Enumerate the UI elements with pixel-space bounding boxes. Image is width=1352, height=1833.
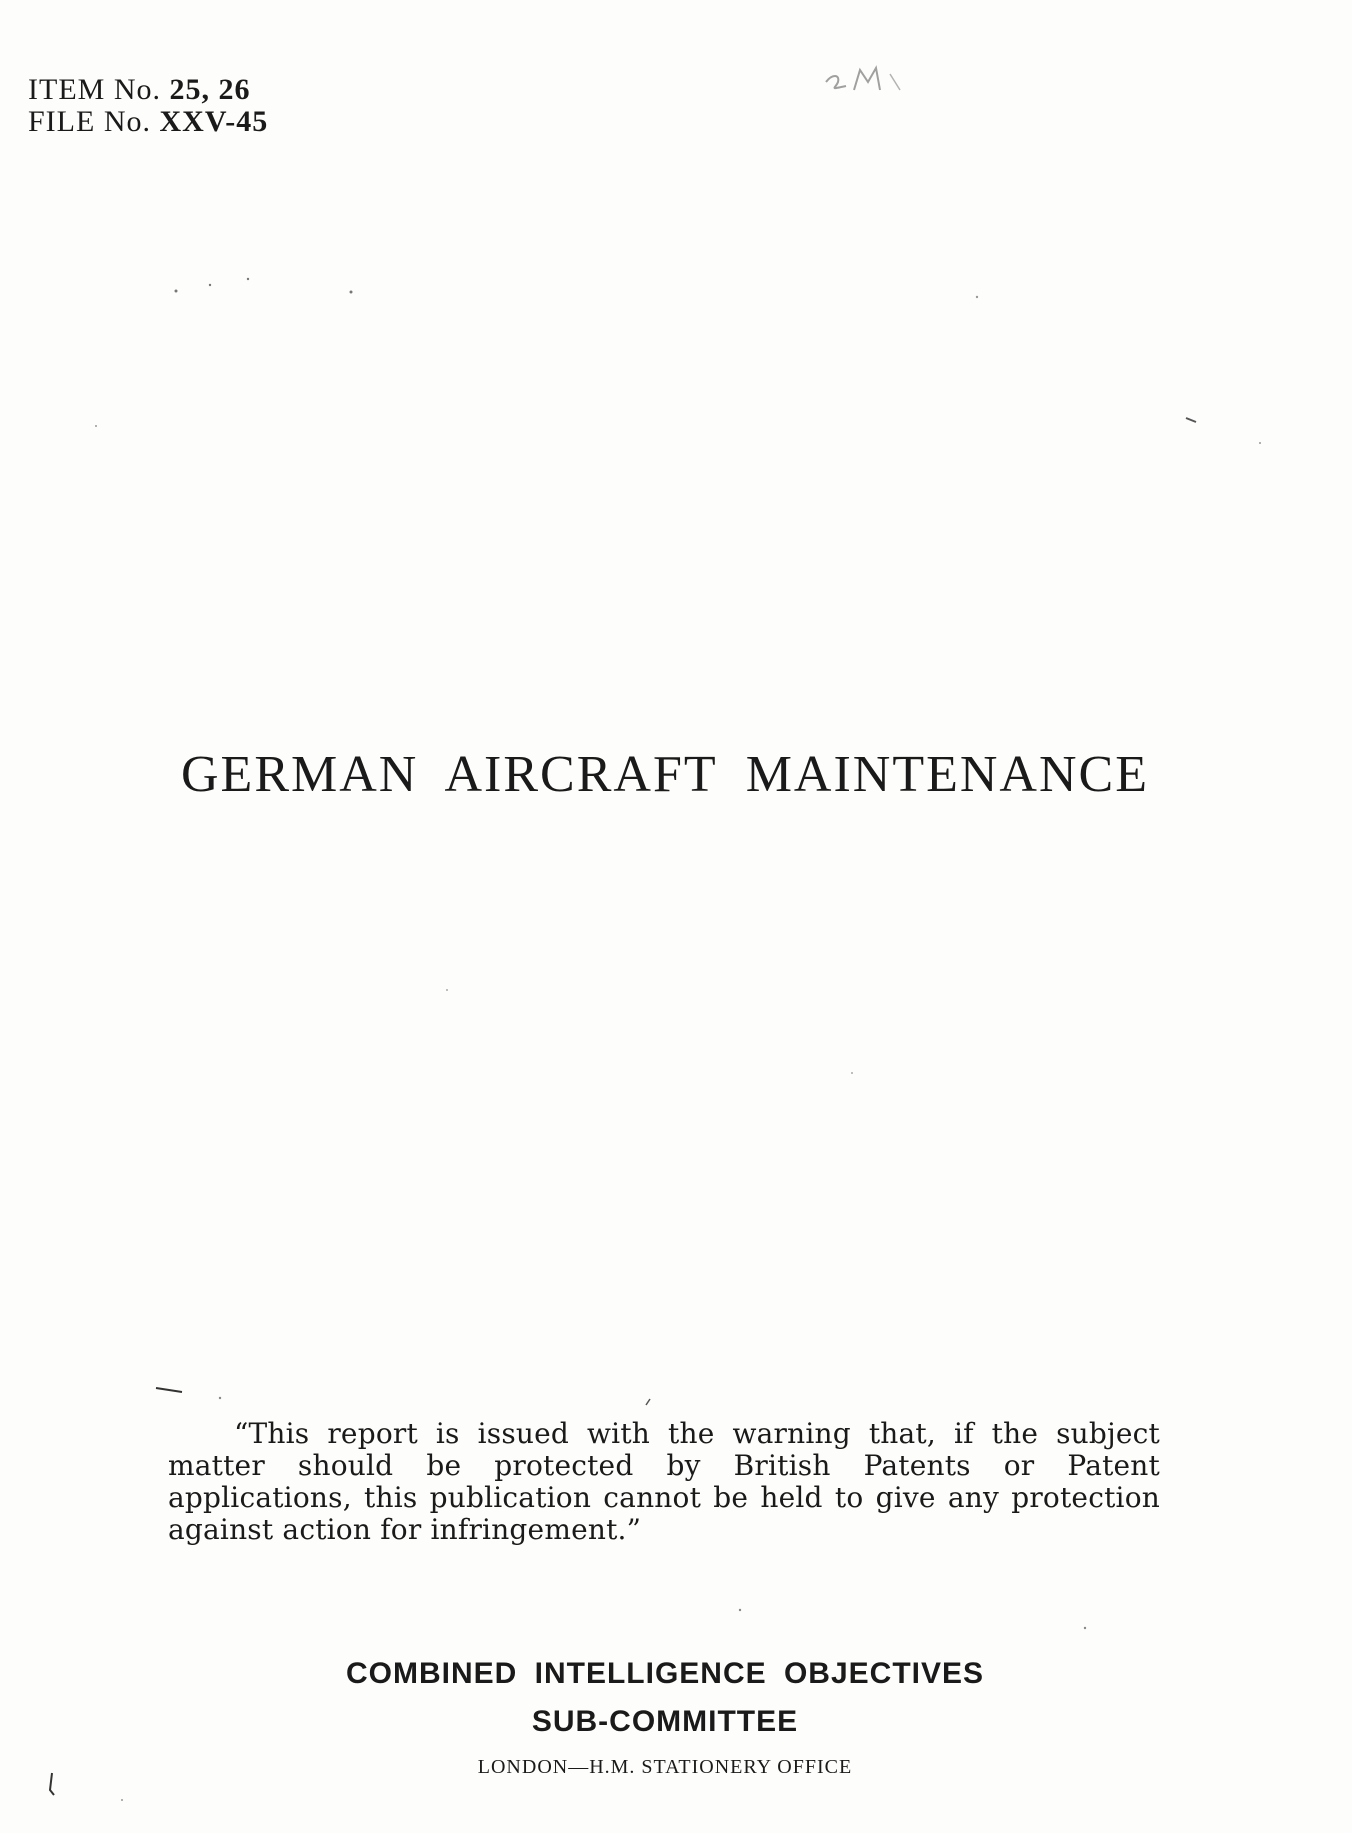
publisher-line-2: SUB-COMMITTEE <box>531 1705 799 1738</box>
item-label: ITEM No. <box>28 73 161 106</box>
handwritten-mark <box>820 60 910 96</box>
file-label: FILE No. <box>28 105 151 138</box>
patent-warning: “This report is issued with the warning that, if the subject matter should be protected by British Patents or Patent applications, this publication cannot be held to give any protection against action for infringement.” <box>168 1417 1160 1546</box>
publisher-line-1: COMBINED INTELLIGENCE OBJECTIVES <box>345 1657 985 1690</box>
file-number: XXV-45 <box>159 105 269 138</box>
reference-block <box>28 74 268 138</box>
item-number: 25, 26 <box>169 73 251 106</box>
item-number-line <box>28 74 268 106</box>
document-title: GERMAN AIRCRAFT MAINTENANCE <box>181 746 1149 803</box>
publisher-block <box>0 1650 1330 1779</box>
publisher-imprint: LONDON—H.M. STATIONERY OFFICE <box>477 1756 853 1778</box>
file-number-line <box>28 106 268 138</box>
